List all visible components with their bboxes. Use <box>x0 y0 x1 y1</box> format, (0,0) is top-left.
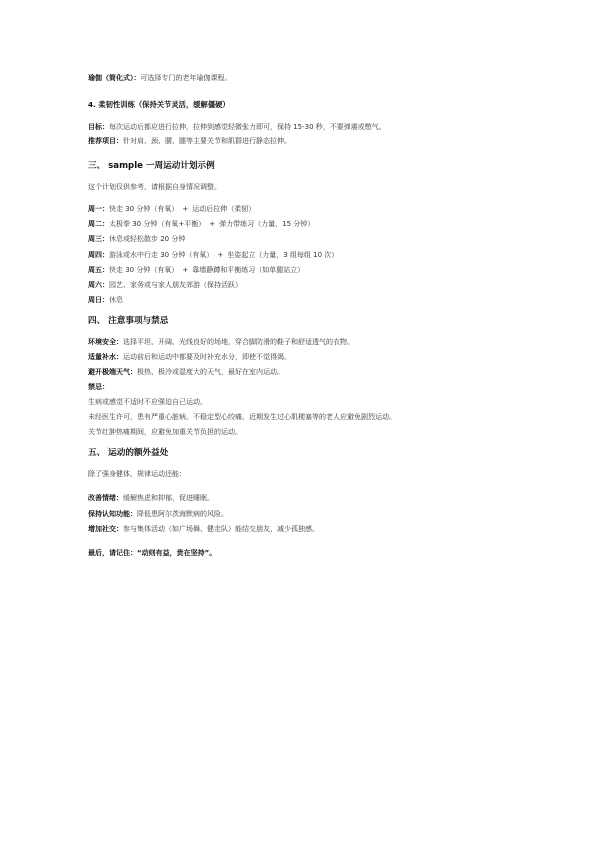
forbid-item: 未经医生许可，患有严重心脏病、不稳定型心绞痛、近期发生过心肌梗塞等的老人应避免剧烈运动。 <box>88 413 396 422</box>
week-day: 周四： <box>88 250 109 259</box>
section3-intro: 这个计划仅供参考，请根据自身情况调整。 <box>88 183 221 191</box>
weather-text: 极热、极冷或湿度大的天气，最好在室内运动。 <box>137 368 284 377</box>
env-text: 选择平坦、开阔、光线良好的场地，穿合脚防滑的鞋子和舒适透气的衣物。 <box>123 338 354 347</box>
closing-line: 最后，请记住：“动则有益，贵在坚持”。 <box>88 549 217 558</box>
water-text: 运动前后和运动中都要及时补充水分，即使不觉得渴。 <box>123 353 291 362</box>
flex-goal-line <box>88 122 528 132</box>
env-line <box>88 337 528 347</box>
benefit-label: 保持认知功能： <box>88 509 137 518</box>
forbid-item: 关节红肿热痛期间，应避免加重关节负担的运动。 <box>88 428 242 437</box>
flex-items-text: 针对肩、颈、腰、腿等主要关节和肌群进行静态拉伸。 <box>123 137 291 145</box>
document-page <box>88 70 528 558</box>
forbid-item: 生病或感觉不适时不应强迫自己运动。 <box>88 398 207 407</box>
week-row <box>88 295 528 305</box>
week-day: 周六： <box>88 280 109 289</box>
flexibility-heading: 4. 柔韧性训练（保持关节灵活，缓解僵硬） <box>88 100 230 109</box>
week-day: 周一： <box>88 205 109 213</box>
benefit-item <box>88 493 528 503</box>
week-activity-a: 太极拳 30 分钟（有氧+平衡） <box>109 220 206 229</box>
week-day: 周五： <box>88 265 109 274</box>
week-row <box>88 280 528 290</box>
weather-line <box>88 367 528 377</box>
yoga-line <box>88 73 528 83</box>
benefit-text: 降低患阿尔茨海默病的风险。 <box>137 509 228 518</box>
weather-label: 避开极端天气： <box>88 368 137 377</box>
week-activity-b: 坐姿起立（力量，3 组每组 10 次） <box>227 250 339 259</box>
yoga-text: 可选择专门的老年瑜伽课程。 <box>140 74 232 82</box>
week-day: 周日： <box>88 296 109 305</box>
week-row <box>88 219 528 229</box>
section4-title: 四、 注意事项与禁忌 <box>88 316 169 327</box>
week-plan <box>88 204 528 305</box>
benefit-text: 缓解焦虑和抑郁，促进睡眠。 <box>123 494 214 503</box>
plus-sign: + <box>217 250 224 259</box>
week-day: 周二： <box>88 220 109 229</box>
flex-goal-label: 目标： <box>88 123 109 131</box>
week-activity-a: 游泳或水中行走 30 分钟（有氧） <box>109 250 214 259</box>
week-row <box>88 234 528 244</box>
week-activity-b: 靠墙静蹲和平衡练习（如单腿站立） <box>192 265 305 274</box>
week-activity-a: 休息 <box>109 296 123 305</box>
week-row <box>88 250 528 260</box>
benefit-item <box>88 509 528 519</box>
benefit-item <box>88 524 528 534</box>
benefit-label: 改善情绪： <box>88 494 123 503</box>
benefit-text: 参与集体活动（如广场舞、健走队）能结交朋友，减少孤独感。 <box>123 525 319 534</box>
week-day: 周三： <box>88 235 109 244</box>
plus-sign: + <box>182 265 189 274</box>
week-activity-a: 快走 30 分钟（有氧） <box>109 205 179 213</box>
env-label: 环境安全： <box>88 338 123 347</box>
week-activity-a: 休息或轻松散步 20 分钟 <box>109 235 186 244</box>
week-row <box>88 204 528 214</box>
water-line <box>88 352 528 362</box>
precautions <box>88 337 528 437</box>
plus-sign: + <box>182 205 189 213</box>
benefits-list <box>88 493 528 534</box>
section5-title: 五、 运动的额外益处 <box>88 448 169 459</box>
week-activity-b: 弹力带练习（力量，15 分钟） <box>219 220 315 229</box>
week-row <box>88 265 528 275</box>
week-activity-a: 快走 30 分钟（有氧） <box>109 265 179 274</box>
week-activity-a: 园艺、家务或与家人朋友郊游（保持活跃） <box>109 280 242 289</box>
yoga-label: 瑜伽（简化式）： <box>88 74 141 82</box>
plus-sign: + <box>209 220 216 229</box>
benefit-label: 增加社交： <box>88 525 123 534</box>
flex-items-line <box>88 136 528 146</box>
flex-goal-text: 每次运动后都应进行拉伸，拉伸到感觉轻微张力即可，保持 15-30 秒，不要弹震或憋气。 <box>109 123 386 131</box>
section5-intro: 除了强身健体，规律运动还能： <box>88 470 186 479</box>
section3-title: 三、 sample 一周运动计划示例 <box>88 161 215 171</box>
forbid-label: 禁忌： <box>88 383 109 392</box>
water-label: 适量补水： <box>88 353 123 362</box>
week-activity-b: 运动后拉伸（柔韧） <box>192 205 256 213</box>
flex-items-label: 推荐项目： <box>88 137 123 145</box>
